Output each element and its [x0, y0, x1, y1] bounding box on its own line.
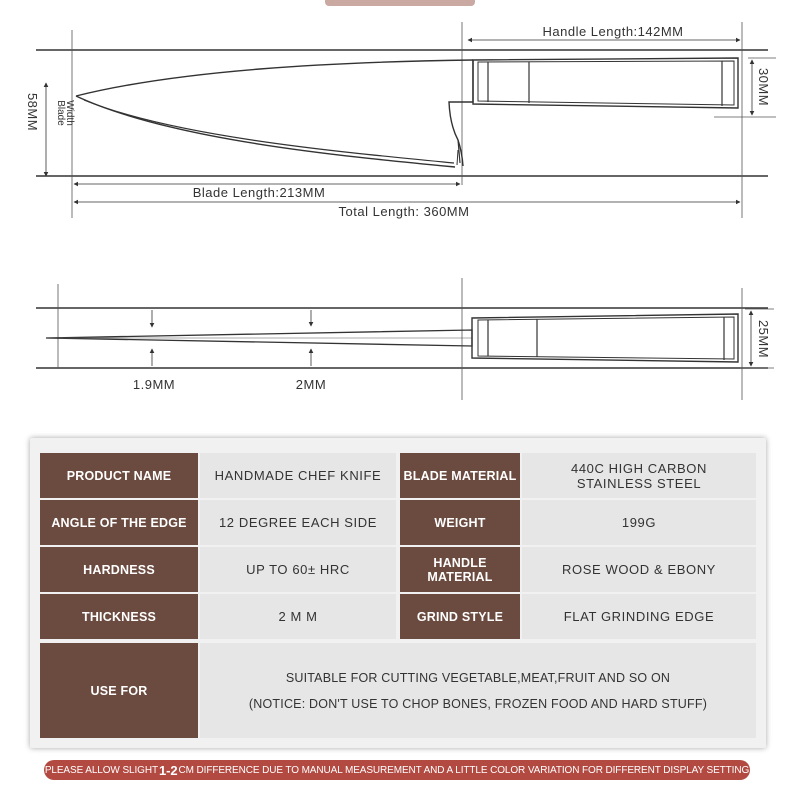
- weight-value: 199G: [522, 500, 756, 545]
- spine-thickness-2-label: 2MM: [295, 377, 327, 392]
- spec-panel: [30, 438, 766, 748]
- handle-height-label: 30MM: [756, 67, 771, 107]
- weight-label: WEIGHT: [400, 500, 520, 545]
- handle-material-label: HANDLE MATERIAL: [400, 547, 520, 592]
- blade-width-value: 58MM: [25, 92, 40, 132]
- thickness-value: 2 M M: [200, 594, 396, 639]
- handle-material-value: ROSE WOOD & EBONY: [522, 547, 756, 592]
- grind-style-label: GRIND STYLE: [400, 594, 520, 639]
- use-for-label: USE FOR: [40, 643, 198, 738]
- handle-outline: [473, 58, 738, 108]
- blade-outline: [76, 60, 473, 167]
- blade-width-label-2: Width: [64, 100, 75, 126]
- thickness-label: THICKNESS: [40, 594, 198, 639]
- edge-angle-value: 12 DEGREE EACH SIDE: [200, 500, 396, 545]
- grind-style-value: FLAT GRINDING EDGE: [522, 594, 756, 639]
- hardness-label: HARDNESS: [40, 547, 198, 592]
- edge-angle-label: ANGLE OF THE EDGE: [40, 500, 198, 545]
- blade-material-value: [522, 453, 756, 498]
- product-name-value: HANDMADE CHEF KNIFE: [200, 453, 396, 498]
- blade-material-value-line-2: STAINLESS STEEL: [576, 475, 702, 491]
- disclaimer-text-end: CM DIFFERENCE DUE TO MANUAL MEASUREMENT AND A LITTLE COLOR VARIATION FOR DIFFERENT DISPLAY SETTING: [178, 764, 750, 776]
- handle-length-label: Handle Length:142MM: [542, 24, 684, 39]
- disclaimer-text-start: PLEASE ALLOW SLIGHT: [44, 764, 158, 776]
- side-view: [25, 22, 776, 219]
- product-name-label: PRODUCT NAME: [40, 453, 198, 498]
- disclaimer-highlight: 1-2: [158, 762, 178, 778]
- hardness-value: UP TO 60± HRC: [200, 547, 396, 592]
- handle-thickness-label: 25MM: [756, 319, 771, 359]
- blade-material-label: BLADE MATERIAL: [400, 453, 520, 498]
- handle-top-outline: [472, 314, 738, 362]
- blade-material-value-line-1: 440C HIGH CARBON: [570, 460, 708, 476]
- spine-thickness-1-label: 1.9MM: [132, 377, 176, 392]
- blade-length-label: Blade Length:213MM: [192, 185, 326, 200]
- top-view: [36, 278, 774, 400]
- use-for-notice: (NOTICE: DON'T USE TO CHOP BONES, FROZEN FOOD AND HARD STUFF): [248, 696, 708, 711]
- measurement-disclaimer: [44, 760, 750, 780]
- total-length-label: Total Length: 360MM: [338, 204, 470, 219]
- use-for-value: [200, 643, 756, 738]
- use-for-value-line-1: SUITABLE FOR CUTTING VEGETABLE,MEAT,FRUIT AND SO ON: [285, 670, 671, 685]
- blade-width-label-1: Blade: [55, 100, 66, 126]
